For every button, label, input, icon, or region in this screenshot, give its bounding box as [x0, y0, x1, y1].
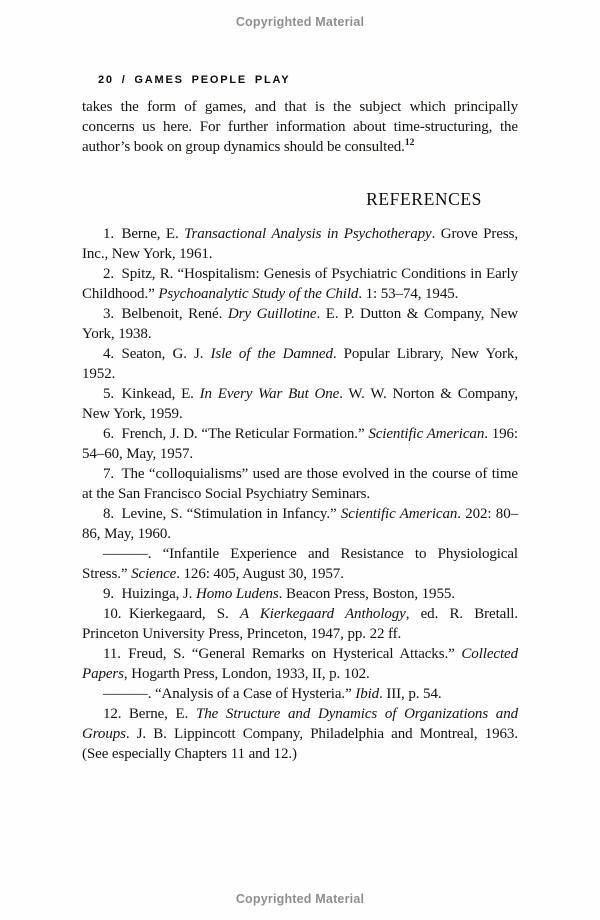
reference-entry: 6. French, J. D. “The Reticular Formation.” Scientific American. 196: 54–60, May, 1957. — [82, 426, 518, 462]
reference-entry: 3. Belbenoit, René. Dry Guillotine. E. P. Dutton & Company, New York, 1938. — [82, 306, 518, 342]
reference-entry: 1. Berne, E. Transactional Analysis in Psychotherapy. Grove Press, Inc., New York, 1961. — [82, 226, 519, 262]
intro-paragraph: takes the form of games, and that is the subject which principally concerns us here. For further information about time-structuring, the author’s book on group dynamics should be consulted.$^{12}$ — [82, 99, 518, 155]
reference-entry: 4. Seaton, G. J. Isle of the Damned. Popular Library, New York, 1952. — [82, 346, 518, 382]
reference-entry: 7. The “colloquialisms” used are those evolved in the course of time at the San Francisco Social Psychiatry Seminars. — [82, 466, 518, 502]
reference-entry: 10. Kierkegaard, S. A Kierkegaard Anthology, ed. R. Bretall. Princeton University Press, Princeton, 1947, pp. 22 ff. — [82, 606, 518, 642]
reference-entry: ———. “Analysis of a Case of Hysteria.” Ibid. III, p. 54. — [103, 686, 442, 702]
reference-entry: 9. Huizinga, J. Homo Ludens. Beacon Press, Boston, 1955. — [103, 586, 455, 602]
running-header: 20 / GAMES PEOPLE PLAY — [98, 74, 291, 86]
copyright-notice-top: Copyrighted Material — [235, 15, 365, 29]
reference-entry: 11. Freud, S. “General Remarks on Hysterical Attacks.” Collected Papers, Hogarth Press, London, 1933, II, p. 102. — [82, 646, 518, 682]
references-heading: REFERENCES — [366, 189, 482, 209]
reference-entry: 5. Kinkead, E. In Every War But One. W. W. Norton & Company, New York, 1959. — [82, 386, 519, 422]
page-content — [82, 97, 518, 764]
reference-entry: ———. “Infantile Experience and Resistance to Physiological Stress.” Science. 126: 405, August 30, 1957. — [82, 546, 518, 582]
reference-entry: 12. Berne, E. The Structure and Dynamics of Organizations and Groups. J. B. Lippincott Company, Philadelphia and Montreal, 1963. (See especially Chapters 11 and 12.) — [82, 706, 518, 762]
reference-entry: 8. Levine, S. “Stimulation in Infancy.” Scientific American. 202: 80–86, May, 1960. — [82, 506, 518, 542]
reference-entry: 2. Spitz, R. “Hospitalism: Genesis of Psychiatric Conditions in Early Childhood.” Psychoanalytic Study of the Child. 1: 53–74, 1945. — [82, 266, 518, 302]
copyright-notice-bottom: Copyrighted Material — [235, 892, 365, 906]
references-list — [82, 224, 518, 764]
